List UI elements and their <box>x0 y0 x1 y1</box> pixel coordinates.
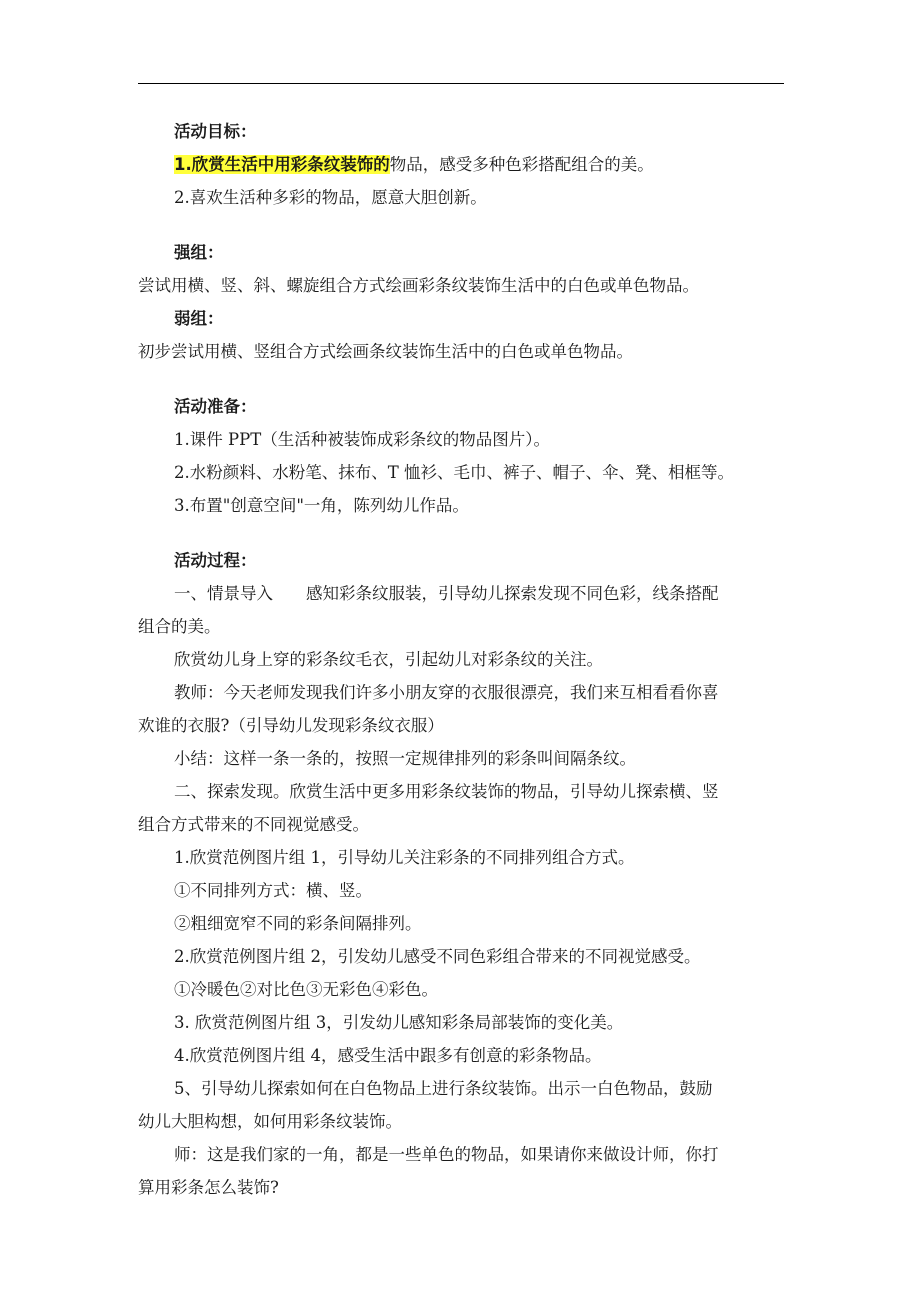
process-line: 算用彩条怎么装饰? <box>138 1178 279 1197</box>
highlighted-text: 1.欣赏生活中用彩条纹装饰的 <box>174 155 390 174</box>
process-heading: 活动过程： <box>174 551 257 570</box>
process-line: 5、引导幼儿探索如何在白色物品上进行条纹装饰。出示一白色物品，鼓励 <box>174 1079 713 1098</box>
process-line: 3. 欣赏范例图片组 3，引发幼儿感知彩条局部装饰的变化美。 <box>174 1013 624 1032</box>
strong-group-text: 尝试用横、竖、斜、螺旋组合方式绘画彩条纹装饰生活中的白色或单色物品。 <box>138 276 699 295</box>
process-line: 组合的美。 <box>138 617 221 636</box>
process-line: 组合方式带来的不同视觉感受。 <box>138 815 369 834</box>
preparation-item: 3.布置"创意空间"一角，陈列幼儿作品。 <box>174 496 469 515</box>
weak-group-heading: 弱组： <box>174 309 224 328</box>
process-line: 4.欣赏范例图片组 4，感受生活中跟多有创意的彩条物品。 <box>174 1046 602 1065</box>
process-line: 欢谁的衣服?（引导幼儿发现彩条纹衣服） <box>138 716 444 735</box>
weak-group-text: 初步尝试用横、竖组合方式绘画条纹装饰生活中的白色或单色物品。 <box>138 342 633 361</box>
header-rule <box>138 83 784 84</box>
goal-item-1 <box>138 148 790 181</box>
document-body <box>138 115 790 1204</box>
process-line: 2.欣赏范例图片组 2，引发幼儿感受不同色彩组合带来的不同视觉感受。 <box>174 947 701 966</box>
preparation-item: 1.课件 PPT（生活种被装饰成彩条纹的物品图片）。 <box>174 430 550 449</box>
process-line: ①冷暖色②对比色③无彩色④彩色。 <box>174 980 438 999</box>
process-line: 师：这是我们家的一角，都是一些单色的物品，如果请你来做设计师，你打 <box>174 1145 719 1164</box>
goals-heading: 活动目标： <box>174 122 257 141</box>
process-line: 欣赏幼儿身上穿的彩条纹毛衣，引起幼儿对彩条纹的关注。 <box>174 650 603 669</box>
process-line: ①不同排列方式：横、竖。 <box>174 881 372 900</box>
process-line: 教师：今天老师发现我们许多小朋友穿的衣服很漂亮，我们来互相看看你喜 <box>174 683 719 702</box>
goal-item-2: 2.喜欢生活种多彩的物品，愿意大胆创新。 <box>174 188 487 207</box>
process-line: ②粗细宽窄不同的彩条间隔排列。 <box>174 914 422 933</box>
process-line: 小结：这样一条一条的，按照一定规律排列的彩条叫间隔条纹。 <box>174 749 636 768</box>
process-line: 一、情景导入 感知彩条纹服装，引导幼儿探索发现不同色彩，线条搭配 <box>174 584 719 603</box>
preparation-heading: 活动准备： <box>174 397 257 416</box>
process-line: 二、探索发现。欣赏生活中更多用彩条纹装饰的物品，引导幼儿探索横、竖 <box>174 782 719 801</box>
goal-item-1-rest: 物品，感受多种色彩搭配组合的美。 <box>389 155 654 174</box>
strong-group-heading: 强组： <box>174 243 224 262</box>
process-line: 1.欣赏范例图片组 1，引导幼儿关注彩条的不同排列组合方式。 <box>174 848 635 867</box>
preparation-item: 2.水粉颜料、水粉笔、抹布、T 恤衫、毛巾、裤子、帽子、伞、凳、相框等。 <box>174 463 734 482</box>
process-line: 幼儿大胆构想，如何用彩条纹装饰。 <box>138 1112 402 1131</box>
